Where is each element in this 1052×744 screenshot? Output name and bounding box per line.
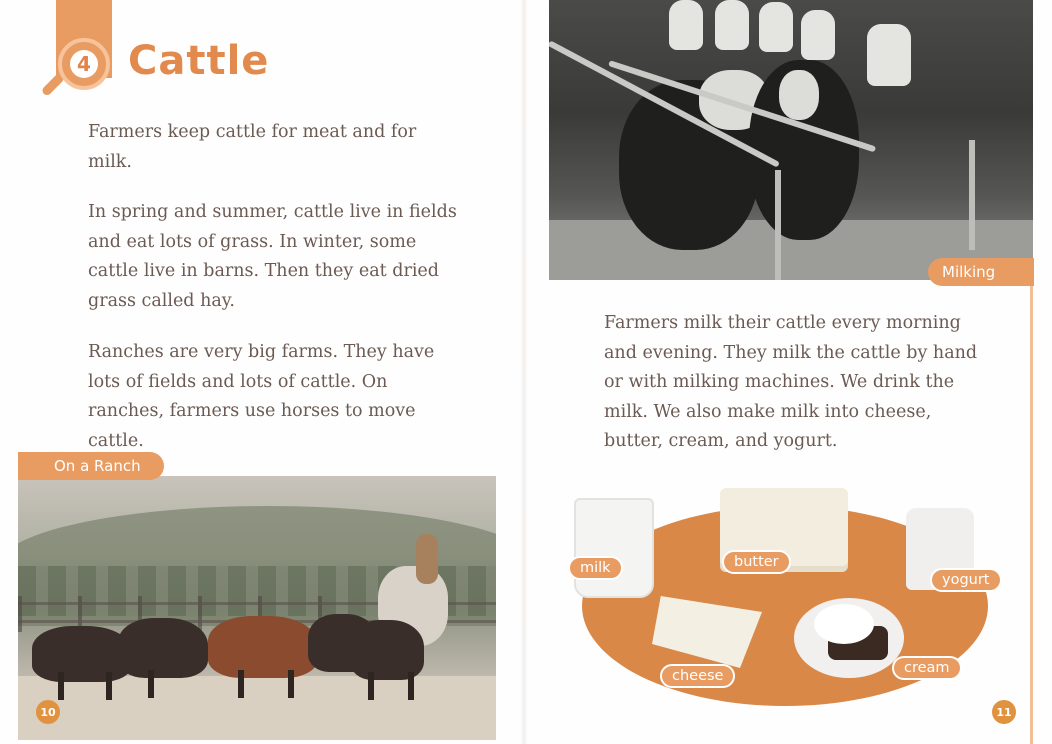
cow-leg <box>106 672 112 700</box>
ranch-photo-label: On a Ranch <box>18 452 164 480</box>
cow <box>350 620 424 680</box>
milking-photo-label: Milking <box>928 258 1034 286</box>
cream-tag: cream <box>892 656 962 680</box>
milk-glass <box>574 498 654 598</box>
milk-jar <box>801 10 835 60</box>
cheese-tag: cheese <box>660 664 735 688</box>
cow-leg <box>408 672 414 700</box>
butter-tag: butter <box>722 550 791 574</box>
paragraph-ranches: Ranches are very big farms. They have lots of fields and lots of cattle. On ranches, farmers use horses to move cattle. <box>88 342 435 451</box>
stall-post <box>775 170 781 280</box>
cow-leg <box>368 672 374 700</box>
milk-tag: milk <box>568 556 623 580</box>
cow <box>208 616 318 678</box>
page-number-left: 10 <box>36 700 60 724</box>
milk-jar <box>759 2 793 52</box>
cow-leg <box>148 670 154 698</box>
page-gutter <box>520 0 528 744</box>
milk-jar <box>715 0 749 50</box>
milking-photo <box>549 0 1033 280</box>
paragraph-meat-milk: Farmers keep cattle for meat and for milk. <box>88 122 417 172</box>
cow <box>32 626 132 682</box>
yogurt-tag: yogurt <box>930 568 1002 592</box>
chapter-number: 4 <box>77 52 91 76</box>
dusty-ground <box>18 676 496 740</box>
chapter-number-badge <box>70 50 98 78</box>
paragraph-seasons: In spring and summer, cattle live in fields and eat lots of grass. In winter, some cattle live in barns. Then they eat dried grass called hay. <box>88 202 457 311</box>
cow-patch <box>779 70 819 120</box>
cow-leg <box>238 670 244 698</box>
cow <box>118 618 208 678</box>
magnifier-icon <box>58 38 110 90</box>
ranch-photo <box>18 476 496 740</box>
page-number-right: 11 <box>992 700 1016 724</box>
paragraph-milking: Farmers milk their cattle every morning and evening. They milk the cattle by hand or with milking machines. We drink the milk. We also make milk into cheese, butter, cream, and yogurt. <box>604 313 978 451</box>
whipped-cream <box>814 604 874 644</box>
chapter-title: Cattle <box>128 38 270 84</box>
cow-leg <box>288 670 294 698</box>
stall-post <box>969 140 975 250</box>
milk-jar <box>867 24 911 86</box>
rider <box>416 534 438 584</box>
cow-leg <box>58 672 64 700</box>
dairy-products-illustration <box>566 488 1006 720</box>
milk-jar <box>669 0 703 50</box>
